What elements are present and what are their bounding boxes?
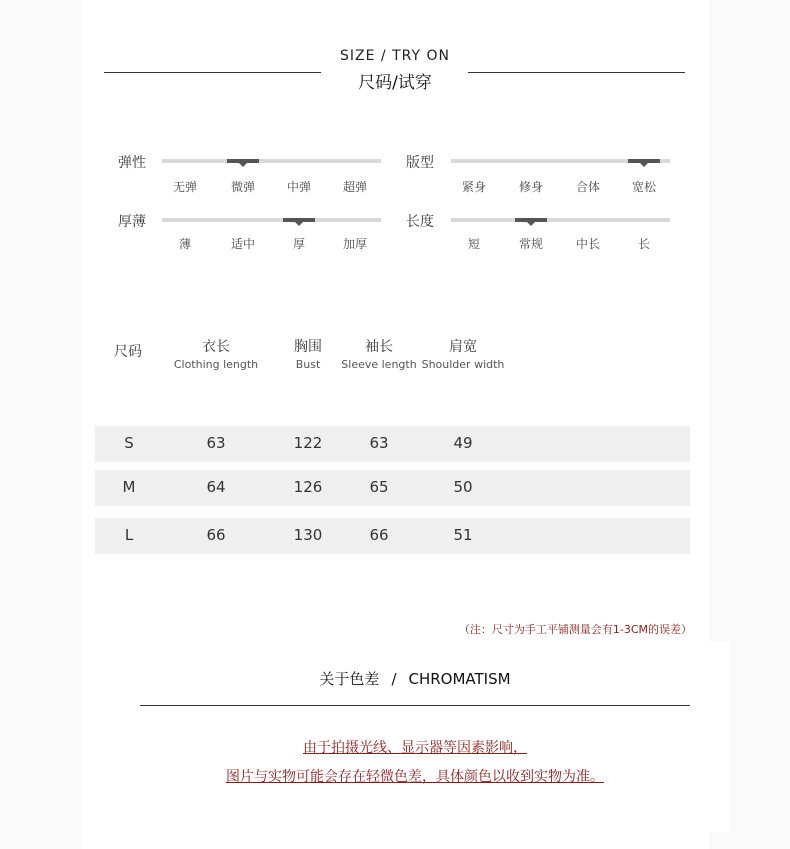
table-row (95, 518, 690, 554)
attribute-label: 版型 (406, 155, 434, 171)
column-header-en: Shoulder width (421, 358, 505, 371)
table-row (95, 470, 690, 506)
measurement-cell: 49 (453, 434, 473, 452)
attribute-label: 长度 (406, 214, 434, 230)
chromatism-divider (140, 705, 690, 706)
measurement-cell: 51 (453, 526, 473, 544)
attribute-marker (283, 218, 315, 222)
attribute-option: 紧身 (461, 180, 486, 194)
measurement-cell: 63 (206, 434, 226, 452)
chromatism-title-en: CHROMATISM (408, 670, 511, 688)
chromatism-slash: / (391, 670, 397, 688)
column-header-zh: 衣长 (202, 339, 230, 355)
attribute-option: 常规 (518, 237, 543, 251)
attribute-option: 宽松 (631, 180, 656, 194)
attribute-marker (628, 159, 660, 163)
size-cell: S (124, 434, 134, 452)
content-panel (82, 0, 709, 849)
column-header-zh: 袖长 (365, 339, 393, 355)
attribute-option: 长 (637, 237, 650, 251)
section-title-en: SIZE / TRY ON (340, 48, 450, 64)
attribute-option: 超弹 (342, 180, 367, 194)
size-cell: M (122, 478, 136, 496)
section-title-zh: 尺码/试穿 (358, 73, 432, 93)
attribute-option: 微弹 (230, 180, 255, 194)
header-divider-left (104, 72, 321, 73)
measurement-cell: 126 (293, 478, 323, 496)
attribute-label: 弹性 (118, 155, 146, 171)
column-header-en: Clothing length (173, 358, 259, 371)
measurement-cell: 66 (369, 526, 389, 544)
measurement-cell: 122 (293, 434, 323, 452)
chromatism-line-2-text: 图片与实物可能会存在轻微色差，具体颜色以收到实物为准。 (226, 769, 604, 785)
attribute-option: 修身 (518, 180, 543, 194)
measurement-cell: 50 (453, 478, 473, 496)
measurement-cell: 65 (369, 478, 389, 496)
attribute-track (451, 218, 670, 222)
attribute-option: 薄 (178, 237, 191, 251)
size-cell: L (124, 526, 134, 544)
attribute-option: 厚 (292, 237, 305, 251)
measurement-note: （注：尺寸为手工平铺测量会有1-3CM的误差） (458, 623, 692, 636)
attribute-option: 加厚 (342, 237, 367, 251)
chromatism-title-zh: 关于色差 (319, 670, 380, 688)
column-header-en: Bust (295, 358, 321, 371)
attribute-option: 中弹 (286, 180, 311, 194)
chromatism-line-2 (0, 766, 790, 786)
attribute-marker (515, 218, 547, 222)
attribute-option: 短 (467, 237, 480, 251)
measurement-cell: 63 (369, 434, 389, 452)
attribute-track (162, 159, 381, 163)
size-column-label: 尺码 (114, 344, 142, 360)
column-header-zh: 肩宽 (449, 339, 477, 355)
column-header-zh: 胸围 (294, 339, 322, 355)
column-header-en: Sleeve length (341, 358, 417, 371)
attribute-marker (227, 159, 259, 163)
chromatism-line-1 (0, 737, 790, 757)
attribute-option: 中长 (575, 237, 600, 251)
attribute-track (162, 218, 381, 222)
measurement-cell: 64 (206, 478, 226, 496)
measurement-cell: 66 (206, 526, 226, 544)
table-row (95, 426, 690, 462)
attribute-option: 合体 (575, 180, 600, 194)
attribute-option: 适中 (230, 237, 255, 251)
column-header (413, 336, 513, 371)
measurement-cell: 130 (293, 526, 323, 544)
chromatism-line-1-text: 由于拍摄光线、显示器等因素影响， (303, 740, 527, 756)
column-header (166, 336, 266, 371)
attribute-option: 无弹 (172, 180, 197, 194)
chromatism-title (0, 668, 790, 689)
attribute-label: 厚薄 (118, 214, 146, 230)
header-divider-right (468, 72, 685, 73)
